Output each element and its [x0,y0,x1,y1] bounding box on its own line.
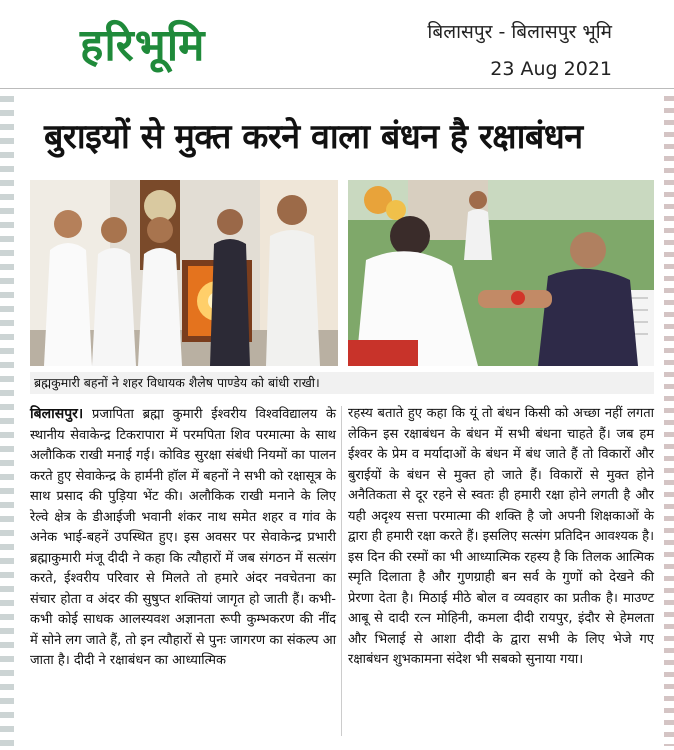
article-headline: बुराइयों से मुक्त करने वाला बंधन है रक्षाबंधन [44,117,583,157]
haribhoomi-logo: हरिभूमि [80,20,206,71]
article-body-2: रहस्य बताते हुए कहा कि यूं तो बंधन किसी को अच्छा नहीं लगता लेकिन इस रक्षाबंधन के बंधन में सभी बंधना चाहते हैं। जब हम ईश्वर के प्रेम व मर्यादाओं के बंधन में बंध जाते हैं तो विकारों और बुराईयों के बंधन से मुक्त हो जाते हैं। विकारों से मुक्त होने अनैतिकता से दूर रहने से स्वतः ही हमारी रक्षा होने लगती है और यही अदृश्य सत्ता परमात्मा की शक्ति है जो अपनी शिक्षकाओं के द्वारा ही हमारी रक्षा करते हैं। इसलिए सत्संग प्रतिदिन आवश्यक है। इस दिन की रस्मों का भी आध्यात्मिक रहस्य है कि तिलक आत्मिक स्मृति दिलाता है और गुणग्राही बन सर्व के गुणों को देखने की प्रेरणा देता है। मिठाई मीठे बोल व व्यवहार का प्रतीक है। माउण्ट आबू से दादी रत्न मोहिनी, कमला दीदी रायपुर, इंदौर से हेमलता और भिलाई से आशा दीदी के द्वारा सभी के लिए भेजे गए रक्षाबंधन शुभकामना संदेश भी सबको सुनाया गया। [348,406,654,667]
edition-label: बिलासपुर - बिलासपुर भूमि [427,21,612,43]
article-dateline: बिलासपुर। [30,406,84,422]
photo-rakhi-illustration [348,180,654,366]
header-divider [0,88,674,89]
photo-caption: ब्रह्मकुमारी बहनों ने शहर विधायक शैलेष पाण्डेय को बांधी राखी। [30,372,654,394]
photo-rakhi-ceremony [348,180,654,366]
photo-sisters-with-mla [30,180,338,366]
column-divider [341,406,342,736]
photo-sisters-illustration [30,180,338,366]
article-column-2 [348,404,654,671]
newspaper-header [0,0,674,88]
article-body-1: प्रजापिता ब्रह्मा कुमारी ईश्वरीय विश्वविद्यालय के स्थानीय सेवाकेन्द्र टिकरापारा में परमपिता शिव परमात्मा के साथ अलौकिक राखी मनाई गई। कोविड सुरक्षा संबंधी नियमों का पालन करते हुए सेवाकेन्द्र के हार्मनी हॉल में बहनों ने सभी को रक्षासूत्र के साथ प्रसाद की पुड़िया भेंट की। अलौकिक राखी मनाने के लिए रेल्वे क्षेत्र के डीआईजी भवानी शंकर नाथ समेत शहर व गांव के अनेक भाई-बहनें उपस्थित हुए। इस अवसर पर सेवाकेन्द्र प्रभारी ब्रह्माकुमारी मंजू दीदी ने कहा कि त्यौहारों में जब संगठन में सत्संग करते, ईश्वरीय परिवार से मिलते तो हमारे अंदर नवचेतना का संचार होता व अंदर की सुषुप्त शक्तियां जागृत हो जाती हैं। कभी-कभी कोई साधक आलस्यवश अज्ञानता रूपी कुम्भकरण की नींद में सोने लग जाते हैं, तो इन त्यौहारों से पुनः जागरण का संकल्प आ जाता है। दीदी ने रक्षाबंधन का आध्यात्मिक [30,407,336,668]
adjacent-clipping-edge-right [664,96,674,746]
adjacent-clipping-edge-left [0,96,14,746]
publication-date: 23 Aug 2021 [490,58,612,80]
article-column-1 [30,404,336,672]
